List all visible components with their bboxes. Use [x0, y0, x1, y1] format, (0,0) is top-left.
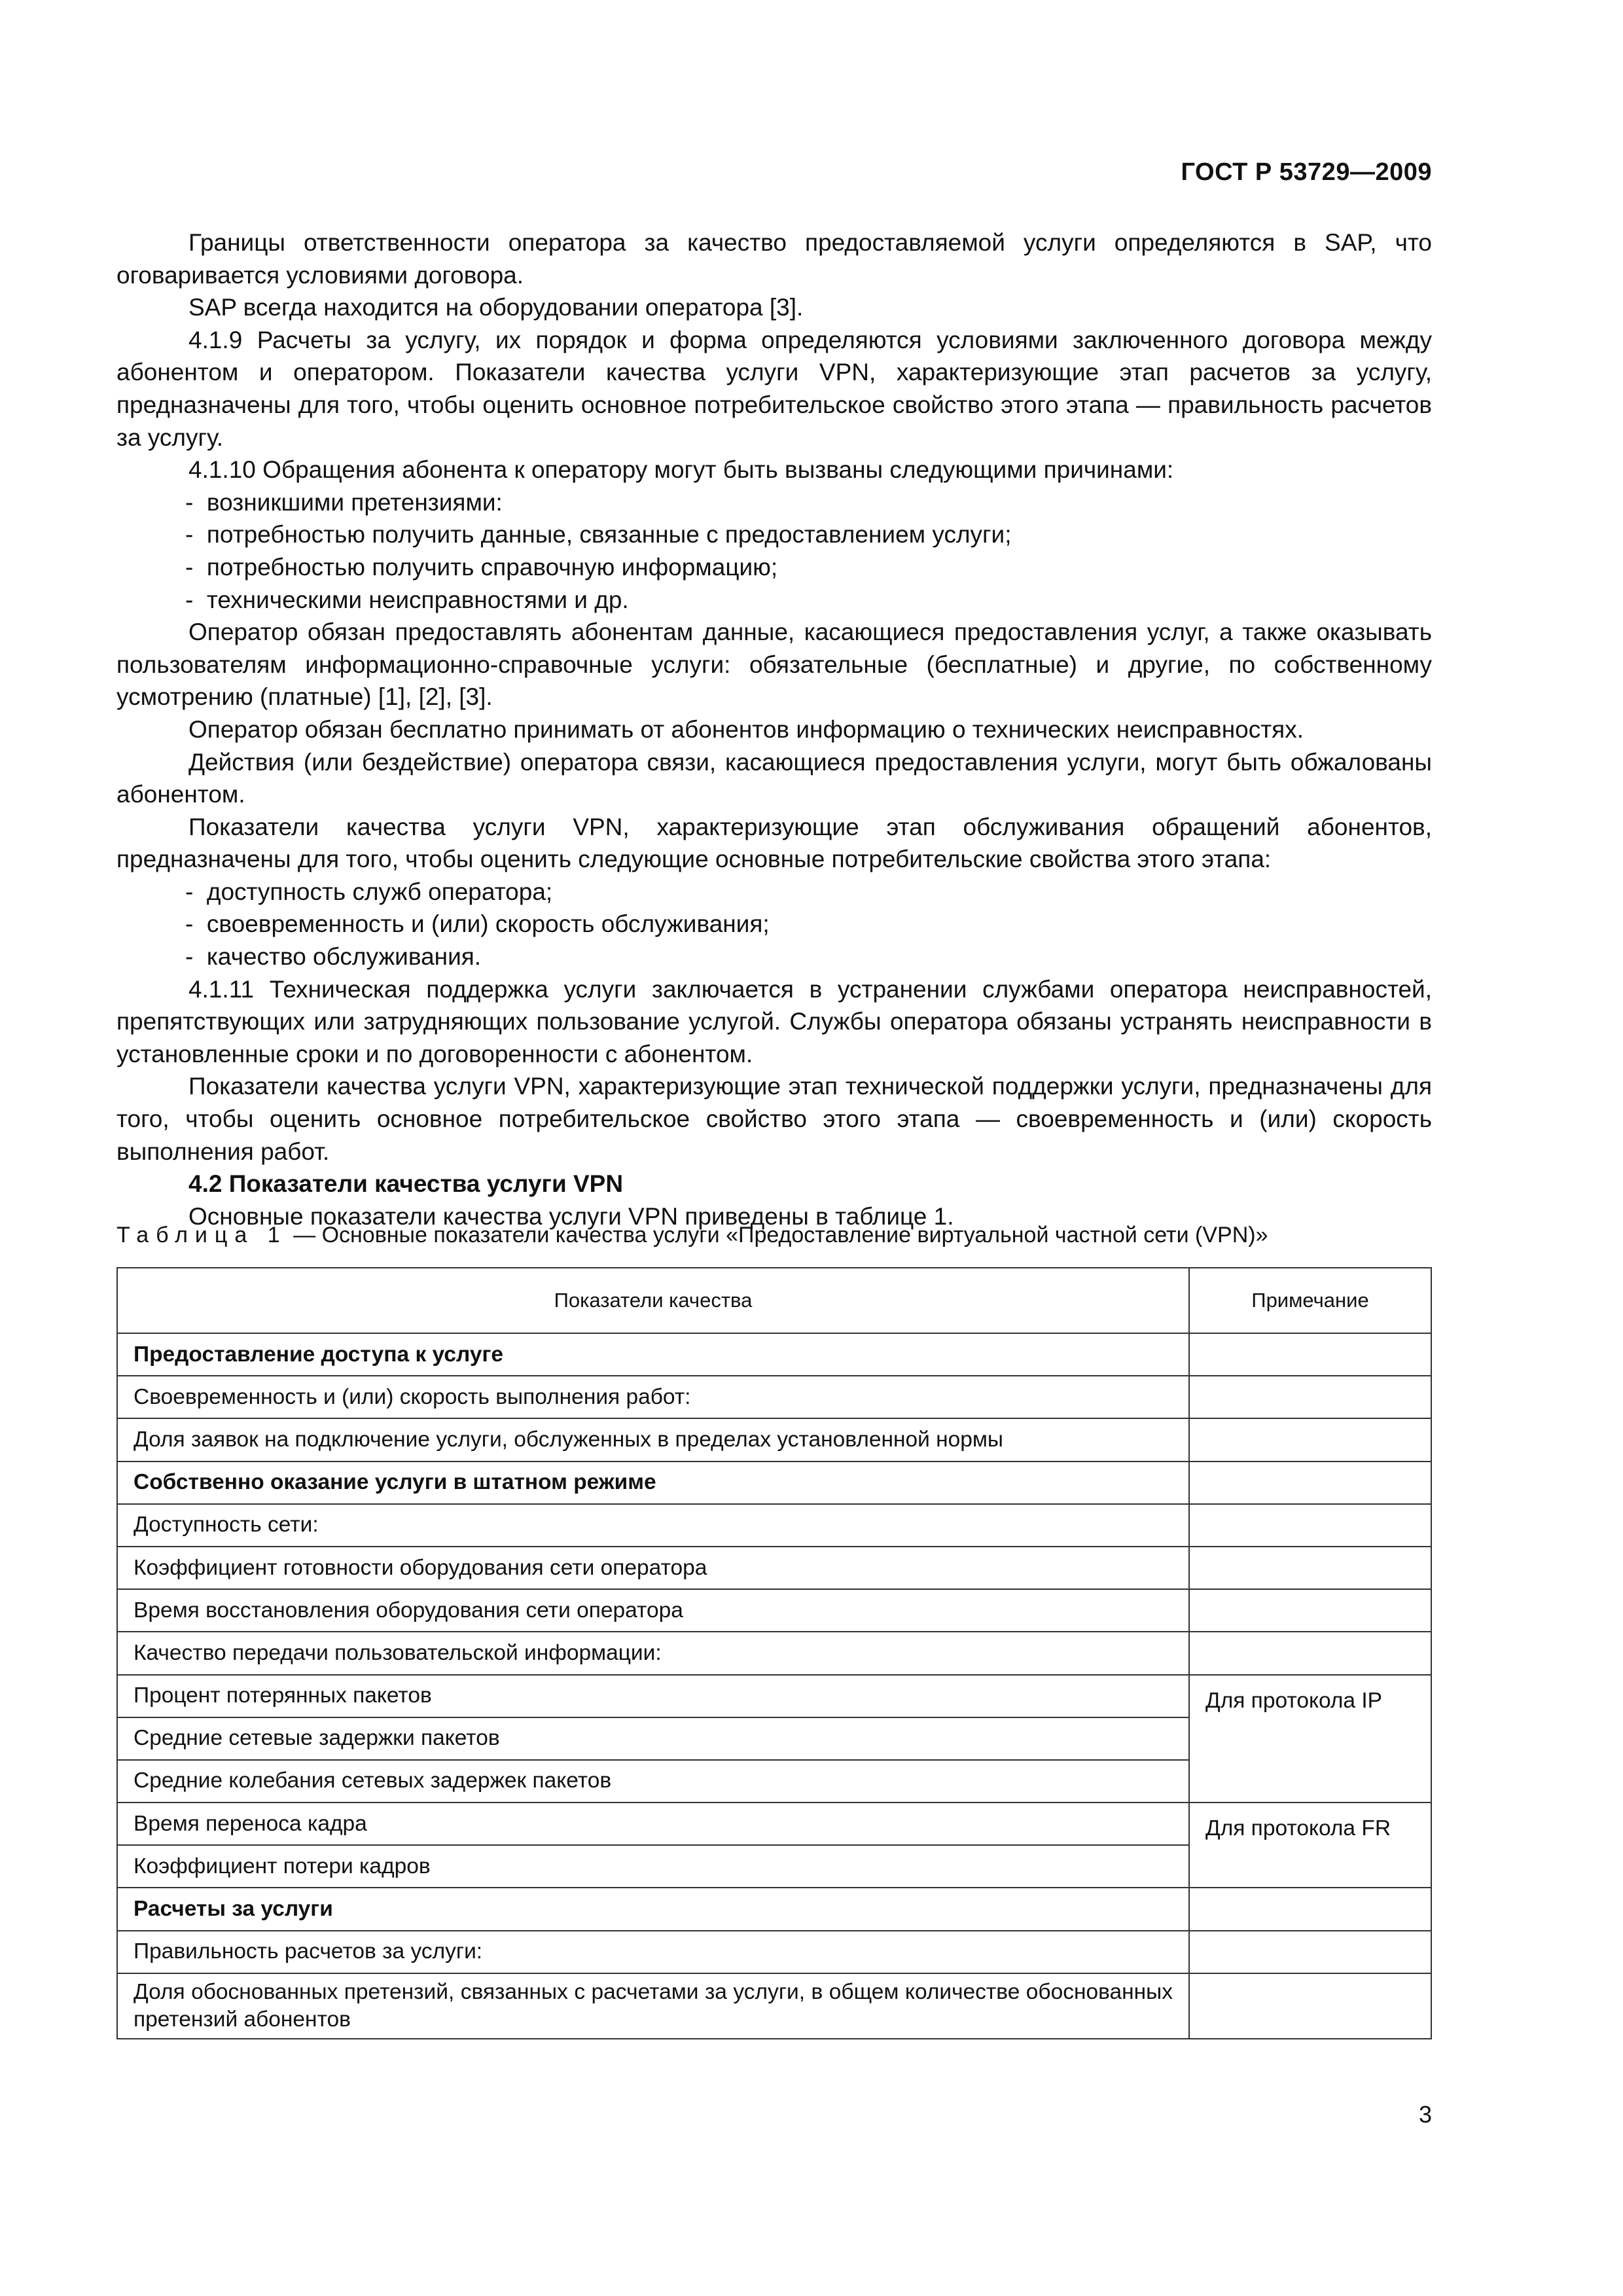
- list-item: - потребностью получить данные, связанные с предоставлением услуги;: [116, 518, 1432, 551]
- table-caption-label: Таблица 1: [116, 1223, 287, 1247]
- document-id: ГОСТ Р 53729—2009: [1181, 158, 1432, 186]
- list-item: - доступность служб оператора;: [116, 876, 1432, 908]
- paragraph: Оператор обязан предоставлять абонентам данные, касающиеся предоставления услуг, а также оказывать пользователям информационно-справочные услуги: обязательные (бесплатные) и другие, по собственному усмотрению (платные) [1], [2], [3].: [116, 619, 1432, 711]
- table-cell-empty: [1189, 1973, 1431, 2039]
- table-cell: Время восстановления оборудования сети оператора: [117, 1589, 1189, 1632]
- paragraph: 4.1.11 Техническая поддержка услуги заключается в устранении службами оператора неисправностей, препятствующих или затрудняющих пользование услугой. Службы оператора обязаны устранять неисправности в установленные сроки и по договоренности с абонентом.: [116, 975, 1432, 1067]
- table-row: [117, 1803, 1431, 1845]
- table-row: [117, 1504, 1431, 1547]
- table-caption: [116, 1223, 1268, 1248]
- table-cell: Коэффициент потери кадров: [117, 1845, 1189, 1888]
- table-cell: Расчеты за услуги: [117, 1888, 1189, 1930]
- body-text: [116, 226, 1432, 1232]
- table-cell-empty: [1189, 1333, 1431, 1376]
- paragraph: 4.1.9 Расчеты за услугу, их порядок и форма определяются условиями заключенного договора между абонентом и оператором. Показатели качества услуги VPN, характеризующие этап расчетов за услугу, предназначены для того, чтобы оценить основное потребительское свойство этого этапа — правильность расчетов за услугу.: [116, 326, 1432, 451]
- table-row: [117, 1888, 1431, 1930]
- table-cell: Процент потерянных пакетов: [117, 1675, 1189, 1717]
- list-item: - качество обслуживания.: [116, 941, 1432, 973]
- table-row: [117, 1547, 1431, 1589]
- table-cell-empty: [1189, 1376, 1431, 1418]
- table-cell-empty: [1189, 1632, 1431, 1674]
- table-cell-empty: [1189, 1504, 1431, 1547]
- table-cell: Доля обоснованных претензий, связанных с расчетами за услуги, в общем количестве обоснованных претензий абонентов: [117, 1973, 1189, 2039]
- table-row: [117, 1675, 1431, 1717]
- paragraph: Показатели качества услуги VPN, характеризующие этап обслуживания обращений абонентов, предназначены для того, чтобы оценить следующие основные потребительские свойства этого этапа:: [116, 813, 1432, 873]
- table-cell-empty: [1189, 1462, 1431, 1504]
- paragraph: SAP всегда находится на оборудовании оператора [3].: [188, 294, 804, 321]
- table-row: [117, 1632, 1431, 1674]
- table-cell: Предоставление доступа к услуге: [117, 1333, 1189, 1376]
- table-cell-empty: [1189, 1931, 1431, 1973]
- list-item: - возникшими претензиями:: [116, 486, 1432, 519]
- table-cell-empty: [1189, 1589, 1431, 1632]
- table-row: [117, 1462, 1431, 1504]
- table-cell: Качество передачи пользовательской информации:: [117, 1632, 1189, 1674]
- table-cell-empty: [1189, 1547, 1431, 1589]
- table-cell-empty: [1189, 1418, 1431, 1461]
- note-ip-protocol: Для протокола IP: [1189, 1675, 1431, 1803]
- list-item: - техническими неисправностями и др.: [116, 584, 1432, 617]
- table-row: [117, 1589, 1431, 1632]
- section-heading: 4.2 Показатели качества услуги VPN: [188, 1170, 624, 1198]
- table-cell: Правильность расчетов за услуги:: [117, 1931, 1189, 1973]
- table-cell: Время переноса кадра: [117, 1803, 1189, 1845]
- table-caption-text: — Основные показатели качества услуги «Предоставление виртуальной частной сети (VPN)»: [287, 1223, 1268, 1247]
- table-row: [117, 1333, 1431, 1376]
- quality-indicators-table: [116, 1267, 1432, 2039]
- paragraph: 4.1.10 Обращения абонента к оператору могут быть вызваны следующими причинами:: [188, 456, 1174, 484]
- table-cell: Доля заявок на подключение услуги, обслуженных в пределах установленной нормы: [117, 1418, 1189, 1461]
- table-cell: Доступность сети:: [117, 1504, 1189, 1547]
- paragraph: Действия (или бездействие) оператора связи, касающиеся предоставления услуги, могут быть обжалованы абонентом.: [116, 748, 1432, 808]
- list-item: - потребностью получить справочную информацию;: [116, 551, 1432, 584]
- table-row: [117, 1931, 1431, 1973]
- page-number: 3: [1418, 2101, 1432, 2128]
- paragraph: Показатели качества услуги VPN, характеризующие этап технической поддержки услуги, предназначены для того, чтобы оценить основное потребительское свойство этого этапа — своевременность и (или) скорость выполнения работ.: [116, 1073, 1432, 1165]
- paragraph: Основные показатели качества услуги VPN приведены в таблице 1.: [188, 1202, 954, 1230]
- table-cell: Своевременность и (или) скорость выполнения работ:: [117, 1376, 1189, 1418]
- paragraph: Границы ответственности оператора за качество предоставляемой услуги определяются в SAP, что оговаривается условиями договора.: [116, 229, 1432, 289]
- table-cell-empty: [1189, 1888, 1431, 1930]
- table-cell: Средние колебания сетевых задержек пакетов: [117, 1760, 1189, 1803]
- paragraph: Оператор обязан бесплатно принимать от абонентов информацию о технических неисправностях.: [188, 715, 1304, 743]
- table-header-row: [117, 1268, 1431, 1333]
- list-item: - своевременность и (или) скорость обслуживания;: [116, 908, 1432, 941]
- table-row: [117, 1973, 1431, 2039]
- table-row: [117, 1418, 1431, 1461]
- table-cell: Собственно оказание услуги в штатном режиме: [117, 1462, 1189, 1504]
- table-row: [117, 1376, 1431, 1418]
- table-cell: Коэффициент готовности оборудования сети оператора: [117, 1547, 1189, 1589]
- table-header-note: Примечание: [1189, 1268, 1431, 1333]
- table-cell: Средние сетевые задержки пакетов: [117, 1717, 1189, 1760]
- table-header-indicators: Показатели качества: [117, 1268, 1189, 1333]
- note-fr-protocol: Для протокола FR: [1189, 1803, 1431, 1888]
